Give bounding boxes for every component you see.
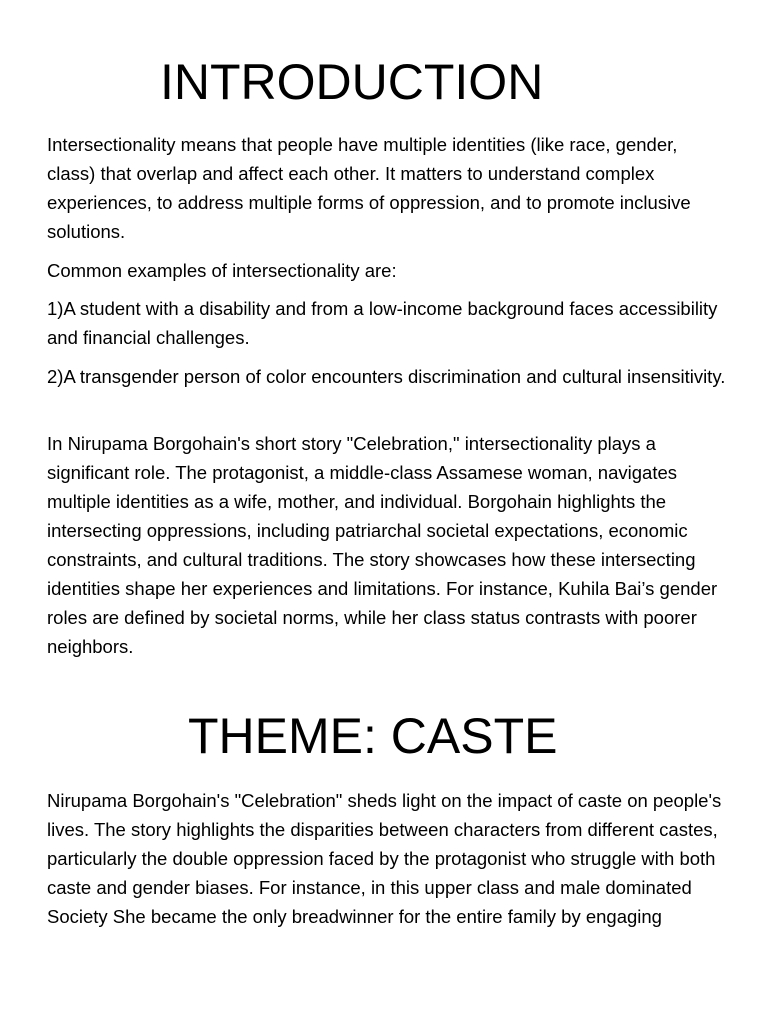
- examples-intro-paragraph: Common examples of intersectionality are:: [47, 260, 397, 281]
- introduction-heading: INTRODUCTION: [160, 54, 544, 110]
- caste-theme-paragraph: Nirupama Borgohain's "Celebration" sheds light on the impact of caste on people's lives. The story highlights the disparities between characters from different castes, particularly the double oppression faced by the protagonist who struggle with both caste and gender biases. For instance, in this upper class and male dominated Society She became the only breadwinner for the entire family by engaging: [47, 790, 722, 927]
- example-two-paragraph: 2)A transgender person of color encounters discrimination and cultural insensitivity.: [47, 366, 726, 387]
- example-one-paragraph: 1)A student with a disability and from a low-income background faces accessibility and financial challenges.: [47, 298, 718, 348]
- celebration-analysis-paragraph: In Nirupama Borgohain's short story "Celebration," intersectionality plays a significant role. The protagonist, a middle-class Assamese woman, navigates multiple identities as a wife, mother, and individual. Borgohain highlights the intersecting oppressions, including patriarchal societal expectations, economic constraints, and cultural traditions. The story showcases how these intersecting identities shape her experiences and limitations. For instance, Kuhila Bai’s gender roles are defined by societal norms, while her class status contrasts with poorer neighbors.: [47, 433, 718, 657]
- theme-caste-heading: THEME: CASTE: [188, 708, 558, 764]
- intersectionality-definition-paragraph: Intersectionality means that people have multiple identities (like race, gender, class) that overlap and affect each other. It matters to understand complex experiences, to address multiple forms of oppression, and to promote inclusive solutions.: [47, 134, 691, 242]
